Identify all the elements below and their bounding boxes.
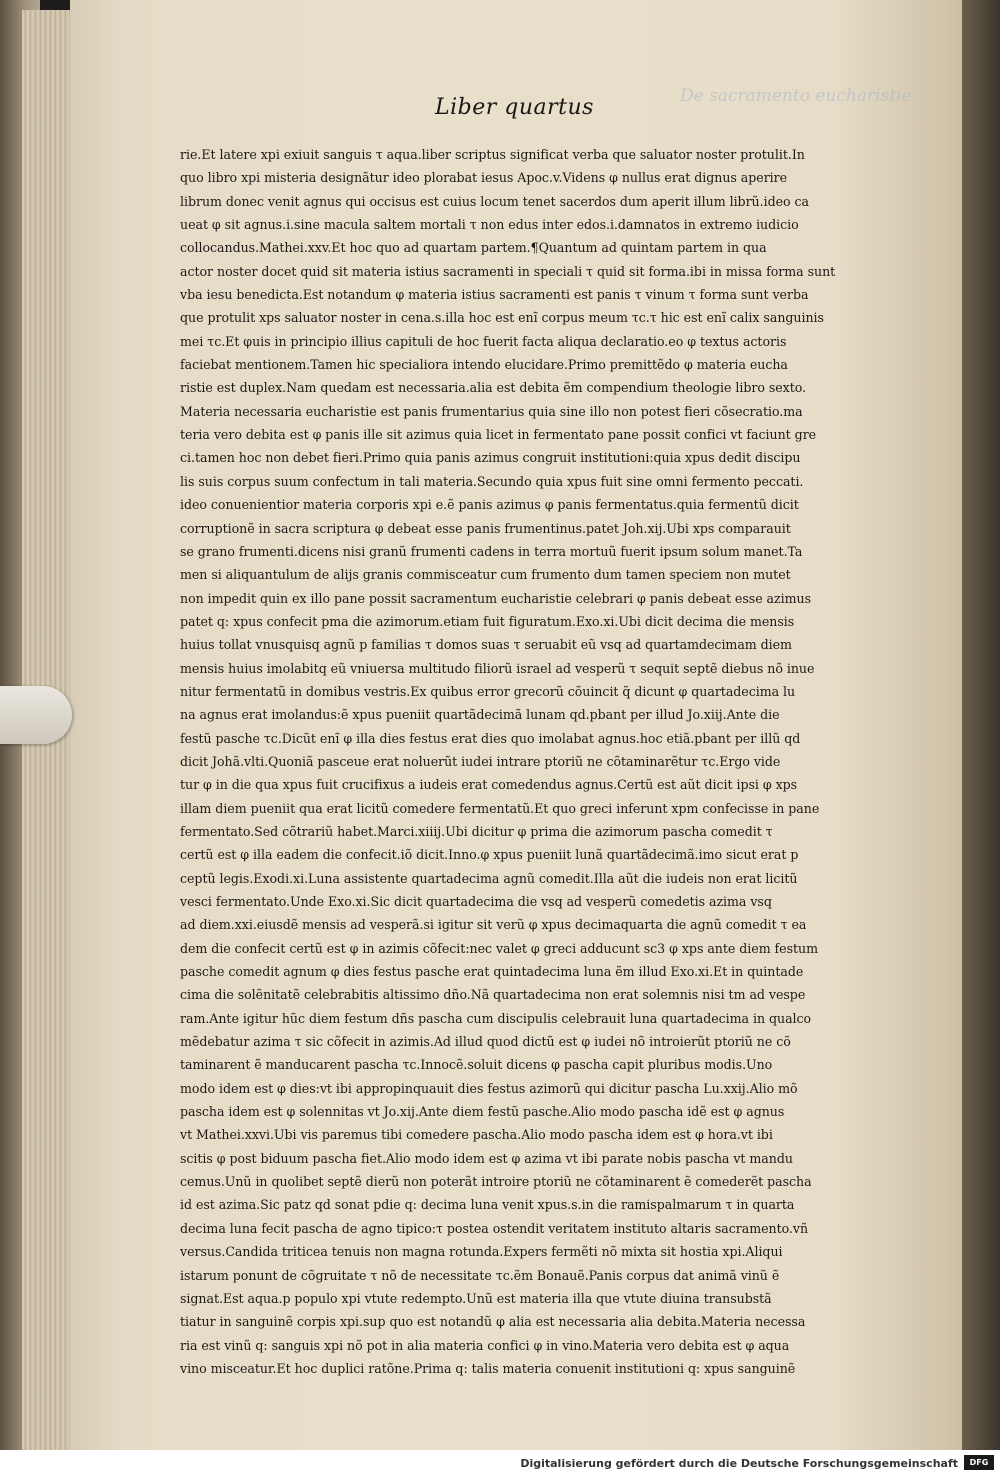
text-line: dem die confecit certũ est φ in azimis cõfecit:nec valet φ greci adducunt sc3 φ xps ante diem festum: [180, 940, 819, 956]
text-line: ceptũ legis.Exodi.xi.Luna assistente quartadecima agnũ comedit.Illa aũt die iudeis non erat licitũ: [180, 870, 798, 886]
text-line: festũ pasche τc.Dicũt enĩ φ illa dies festus erat dies quo imolabat agnus.hoc etiã.pbant per illũ qd: [180, 730, 801, 746]
text-line: quo libro xpi misteria designãtur ideo plorabat iesus Apoc.v.Videns φ nullus erat dignus aperire: [180, 170, 788, 186]
text-line: rie.Et latere xpi exiuit sanguis τ aqua.liber scriptus significat verba que saluator noster protulit.In: [180, 147, 805, 162]
text-line: non impedit quin ex illo pane possit sacramentum eucharistie celebrari φ panis debeat esse azimus: [180, 590, 812, 606]
text-line: id est azima.Sic patz qd sonat pdie q: decima luna venit xpus.s.in die ramispalmarum τ in quarta: [180, 1197, 795, 1213]
text-line: ueat φ sit agnus.i.sine macula saltem mortali τ non edus inter edos.i.damnatos in extremo iudicio: [180, 217, 799, 233]
text-line: men si aliquantulum de alijs granis commisceatur cum frumento dum tamen speciem non mutet: [180, 567, 791, 583]
text-line: dicit Johã.vlti.Quoniã pasceue erat noluerũt iudei intrare ptoriũ ne cõtaminarẽtur τc.Ergo vide: [180, 753, 781, 769]
text-line: versus.Candida triticea tenuis non magna rotunda.Expers fermẽti nõ mixta sit hostia xpi.Aliqui: [180, 1244, 783, 1260]
text-line: actor noster docet quid sit materia istius sacramenti in speciali τ quid sit forma.ibi in missa forma sunt: [180, 263, 836, 279]
text-line: certũ est φ illa eadem die confecit.iõ dicit.Inno.φ xpus pueniit lunã quartãdecimã.imo sicut erat p: [180, 847, 799, 863]
text-line: decima luna fecit pascha de agno tipico:τ postea ostendit veritatem instituto altaris sacramento.vñ: [180, 1220, 809, 1236]
text-line: mẽdebatur azima τ sic cõfecit in azimis.Ad illud quod dictũ est φ iudei nõ introierũt ptoriũ ne cõ: [180, 1034, 791, 1050]
text-line: taminarent ẽ manducarent pascha τc.Innocẽ.soluit dicens φ pascha capit pluribus modis.Uno: [180, 1057, 773, 1073]
text-line: cima die solẽnitatẽ celebrabitis altissimo dño.Nã quartadecima non erat solemnis nisi tm ad vespe: [180, 987, 806, 1003]
text-line: cemus.Unũ in quolibet septẽ dierũ non poterãt introire ptoriũ ne cõtaminarent ẽ comederẽt pascha: [180, 1174, 812, 1190]
text-line: mensis huius imolabitq eũ vniuersa multitudo filiorũ israel ad vesperũ τ sequit septẽ diebus nõ inue: [180, 660, 815, 676]
dfg-logo: DFG: [964, 1455, 994, 1470]
text-line: vt Mathei.xxvi.Ubi vis paremus tibi comedere pascha.Alio modo pascha idem est φ hora.vt ibi: [180, 1127, 773, 1143]
text-line: ci.tamen hoc non debet fieri.Primo quia panis azimus congruit institutioni:quia xpus dedit discipu: [180, 450, 801, 466]
text-block: [180, 143, 910, 1380]
text-line: huius tollat vnusquisq agnũ p familias τ domos suas τ seruabit eũ vsq ad quartamdecimam diem: [180, 637, 792, 653]
text-line: vesci fermentato.Unde Exo.xi.Sic dicit quartadecima die vsq ad vesperũ comedetis azima vsq: [180, 894, 772, 909]
text-line: signat.Est aqua.p populo xpi vtute redempto.Unũ est materia illa que vtute diuina transubstã: [180, 1290, 772, 1306]
text-line: fermentato.Sed cõtrariũ habet.Marci.xiiij.Ubi dicitur φ prima die azimorum pascha comedit τ: [180, 823, 773, 839]
text-line: modo idem est φ dies:vt ibi appropinquauit dies festus azimorũ qui dicitur pascha Lu.xxij.Alio mõ: [180, 1080, 798, 1096]
right-gutter: [962, 0, 1000, 1450]
text-line: illam diem pueniit qua erat licitũ comedere fermentatũ.Et quo greci inferunt xpm confecisse in pane: [180, 800, 820, 816]
text-line: Materia necessaria eucharistie est panis frumentarius quia sine illo non potest fieri cõsecratio.ma: [180, 403, 803, 419]
footer-credit: Digitalisierung gefördert durch die Deutsche Forschungsgemeinschaft: [520, 1457, 958, 1470]
text-line: mei τc.Et φuis in principio illius capituli de hoc fuerit facta aliqua declaratio.eo φ textus actoris: [180, 333, 787, 349]
text-line: pasche comedit agnum φ dies festus pasche erat quintadecima luna ẽm illud Exo.xi.Et in quintade: [180, 964, 804, 980]
text-line: ria est vinũ q: sanguis xpi nõ pot in alia materia confici φ in vino.Materia vero debita est φ aqua: [180, 1337, 790, 1353]
text-line: pascha idem est φ solennitas vt Jo.xij.Ante diem festũ pasche.Alio modo pascha idẽ est φ agnus: [180, 1104, 785, 1120]
running-head: Liber quartus: [435, 95, 594, 120]
text-line: vino misceatur.Et hoc duplici ratõne.Prima q: talis materia conuenit institutioni q: xpus sanguinẽ: [180, 1360, 796, 1376]
text-line: vba iesu benedicta.Est notandum φ materia istius sacramenti est panis τ vinum τ forma sunt verba: [180, 287, 809, 303]
text-line: ad diem.xxi.eiusdẽ mensis ad vesperã.si igitur sit verũ φ xpus decimaquarta die agnũ comedit τ ea: [180, 917, 807, 933]
text-line: na agnus erat imolandus:ẽ xpus pueniit quartãdecimã lunam qd.pbant per illud Jo.xiij.Ante die: [180, 707, 780, 723]
text-line: collocandus.Mathei.xxv.Et hoc quo ad quartam partem.¶Quantum ad quintam partem in qua: [180, 240, 767, 256]
text-line: tur φ in die qua xpus fuit crucifixus a iudeis erat comedendus agnus.Certũ est aũt dicit ipsi φ xps: [180, 777, 798, 793]
text-line: ram.Ante igitur hũc diem festum dñs pascha cum discipulis celebrauit luna quartadecima in qualco: [180, 1010, 812, 1026]
text-line: librum donec venit agnus qui occisus est cuius locum tenet sacerdos dum aperit illum librũ.ideo ca: [180, 193, 809, 209]
text-line: se grano frumenti.dicens nisi granũ frumenti cadens in terra mortuũ fuerit ipsum solum manet.Ta: [180, 543, 803, 559]
page-clip: [0, 686, 72, 744]
text-line: patet q: xpus confecit pma die azimorum.etiam fuit figuratum.Exo.xi.Ubi dicit decima die mensis: [180, 613, 795, 629]
text-line: teria vero debita est φ panis ille sit azimus quia licet in fermentato pane possit confici vt faciunt gre: [180, 427, 817, 443]
text-line: istarum ponunt de cõgruitate τ nõ de necessitate τc.ẽm Bonauẽ.Panis corpus dat animã vinũ ẽ: [180, 1267, 780, 1283]
text-line: ristie est duplex.Nam quedam est necessaria.alia est debita ẽm compendium theologie libro sexto.: [180, 380, 807, 396]
text-line: faciebat mentionem.Tamen hic specialiora intendo elucidare.Primo premittẽdo φ materia eucha: [180, 357, 788, 373]
footer-bar: [0, 1450, 1000, 1477]
text-line: corruptionẽ in sacra scriptura φ debeat esse panis frumentinus.patet Joh.xij.Ubi xps comparauit: [180, 520, 791, 536]
show-through-heading: De sacramento eucharistie: [680, 86, 912, 106]
text-line: tiatur in sanguinẽ corpis xpi.sup quo est notandũ φ alia est necessaria alia debita.Materia necessa: [180, 1314, 806, 1330]
text-line: lis suis corpus suum confectum in tali materia.Secundo quia xpus fuit sine omni fermento peccati.: [180, 473, 804, 489]
text-line: scitis φ post biduum pascha fiet.Alio modo idem est φ azima vt ibi parate nobis pascha vt mandu: [180, 1150, 793, 1166]
text-line: que protulit xps saluator noster in cena.s.illa hoc est enĩ corpus meum τc.τ hic est enĩ calix sanguinis: [180, 310, 824, 326]
text-line: nitur fermentatũ in domibus vestris.Ex quibus error grecorũ cõuincit q̃ dicunt φ quartadecima lu: [180, 683, 796, 699]
text-line: ideo conuenientior materia corporis xpi e.ẽ panis azimus φ panis fermentatus.quia fermentũ dicit: [180, 497, 799, 513]
